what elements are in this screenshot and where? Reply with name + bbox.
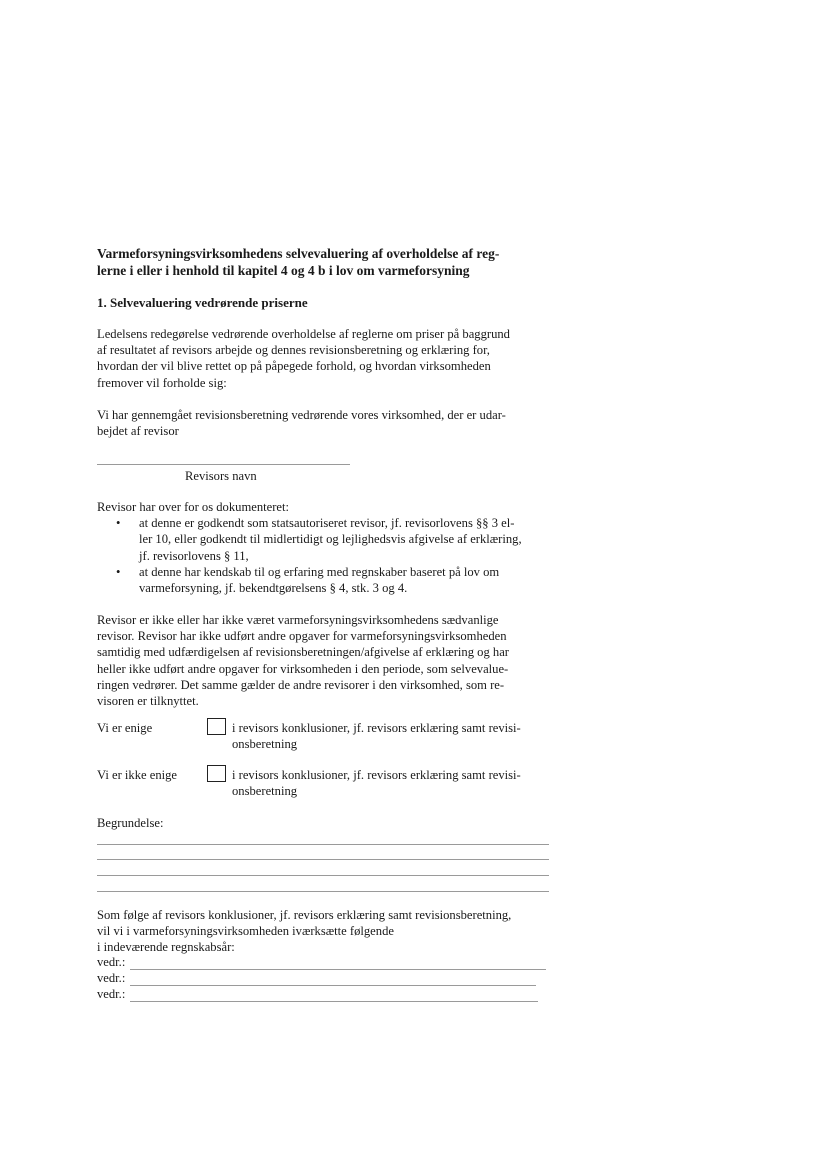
agree-statement-line: i revisors konklusioner, jf. revisors erklæring samt revisi-	[232, 721, 521, 735]
disagree-label: Vi er ikke enige	[97, 768, 178, 782]
auditor-name-label: Revisors navn	[185, 469, 257, 483]
bullet-item	[97, 564, 549, 596]
independence-paragraph	[97, 612, 549, 709]
reason-line[interactable]	[97, 859, 549, 860]
documented-bullet-list	[97, 515, 549, 596]
reason-line[interactable]	[97, 891, 549, 892]
disagree-statement-line: i revisors konklusioner, jf. revisors erklæring samt revisi-	[232, 768, 521, 782]
disagree-checkbox[interactable]	[207, 765, 226, 782]
independence-line: visoren er tilknyttet.	[97, 694, 199, 709]
intro-line: hvordan der vil blive rettet op på påpegede forhold, og hvordan virksomheden	[97, 359, 491, 374]
intro-line: fremover vil forholde sig:	[97, 375, 227, 390]
bullet-item	[97, 515, 549, 564]
agree-statement	[232, 720, 549, 752]
title-line-1: Varmeforsyningsvirksomhedens selvevaluering af overholdelse af reg-	[97, 246, 500, 261]
bullet-line: ler 10, eller godkendt til midlertidigt og lejlighedsvis afgivelse af erklæring,	[139, 532, 522, 547]
vedr-input-line[interactable]	[130, 1001, 538, 1002]
reviewed-line: Vi har gennemgået revisionsberetning vedrørende vores virksomhed, der er udar-	[97, 408, 506, 422]
title-line-2: lerne i eller i henhold til kapitel 4 og 4 b i lov om varmeforsyning	[97, 263, 470, 278]
documented-section	[97, 499, 549, 596]
section-heading: 1. Selvevaluering vedrørende priserne	[97, 295, 308, 310]
consequence-line: i indeværende regnskabsår:	[97, 940, 235, 955]
agree-statement-line: onsberetning	[232, 737, 298, 751]
auditor-name-signature-line[interactable]	[97, 464, 350, 465]
bullet-line: jf. revisorlovens § 11,	[139, 548, 249, 563]
vedr-input-line[interactable]	[130, 969, 546, 970]
consequence-line: vil vi i varmeforsyningsvirksomheden iværksætte følgende	[97, 924, 394, 939]
intro-paragraph	[97, 326, 549, 391]
independence-line: Revisor er ikke eller har ikke været varmeforsyningsvirksomhedens sædvanlige	[97, 613, 499, 627]
bullet-line: at denne er godkendt som statsautoriseret revisor, jf. revisorlovens §§ 3 el-	[139, 516, 515, 531]
reviewed-paragraph	[97, 407, 549, 439]
consequence-paragraph	[97, 907, 549, 956]
intro-line: Ledelsens redegørelse vedrørende overholdelse af reglerne om priser på baggrund	[97, 327, 510, 341]
reviewed-line: bejdet af revisor	[97, 424, 179, 439]
bullet-icon: •	[116, 564, 121, 579]
agree-checkbox[interactable]	[207, 718, 226, 735]
independence-line: samtidig med udfærdigelsen af revisionsberetningen/afgivelse af erklæring og har	[97, 645, 509, 660]
reason-label: Begrundelse:	[97, 816, 164, 830]
bullet-line: varmeforsyning, jf. bekendtgørelsens § 4, stk. 3 og 4.	[139, 581, 408, 596]
independence-line: ringen vedrører. Det samme gælder de andre revisorer i den virksomhed, som re-	[97, 677, 505, 692]
intro-line: af resultatet af revisors arbejde og dennes revisionsberetning og erklæring for,	[97, 343, 490, 358]
consequence-line: Som følge af revisors konklusioner, jf. revisors erklæring samt revisionsberetning,	[97, 908, 512, 922]
bullet-line: at denne har kendskab til og erfaring med regnskaber baseret på lov om	[139, 564, 500, 579]
documented-intro: Revisor har over for os dokumenteret:	[97, 500, 289, 514]
agree-label: Vi er enige	[97, 721, 153, 735]
reason-line[interactable]	[97, 844, 549, 845]
vedr-label: vedr.:	[97, 987, 126, 1001]
reason-line[interactable]	[97, 875, 549, 876]
disagree-statement	[232, 767, 549, 799]
vedr-input-line[interactable]	[130, 985, 536, 986]
bullet-icon: •	[116, 516, 121, 531]
vedr-label: vedr.:	[97, 955, 126, 969]
vedr-label: vedr.:	[97, 971, 126, 985]
document-title	[97, 245, 557, 279]
independence-line: heller ikke udført andre opgaver for virksomheden i den periode, som selvevalue-	[97, 661, 509, 676]
independence-line: revisor. Revisor har ikke udført andre opgaver for varmeforsyningsvirksomheden	[97, 629, 507, 644]
disagree-statement-line: onsberetning	[232, 784, 298, 798]
